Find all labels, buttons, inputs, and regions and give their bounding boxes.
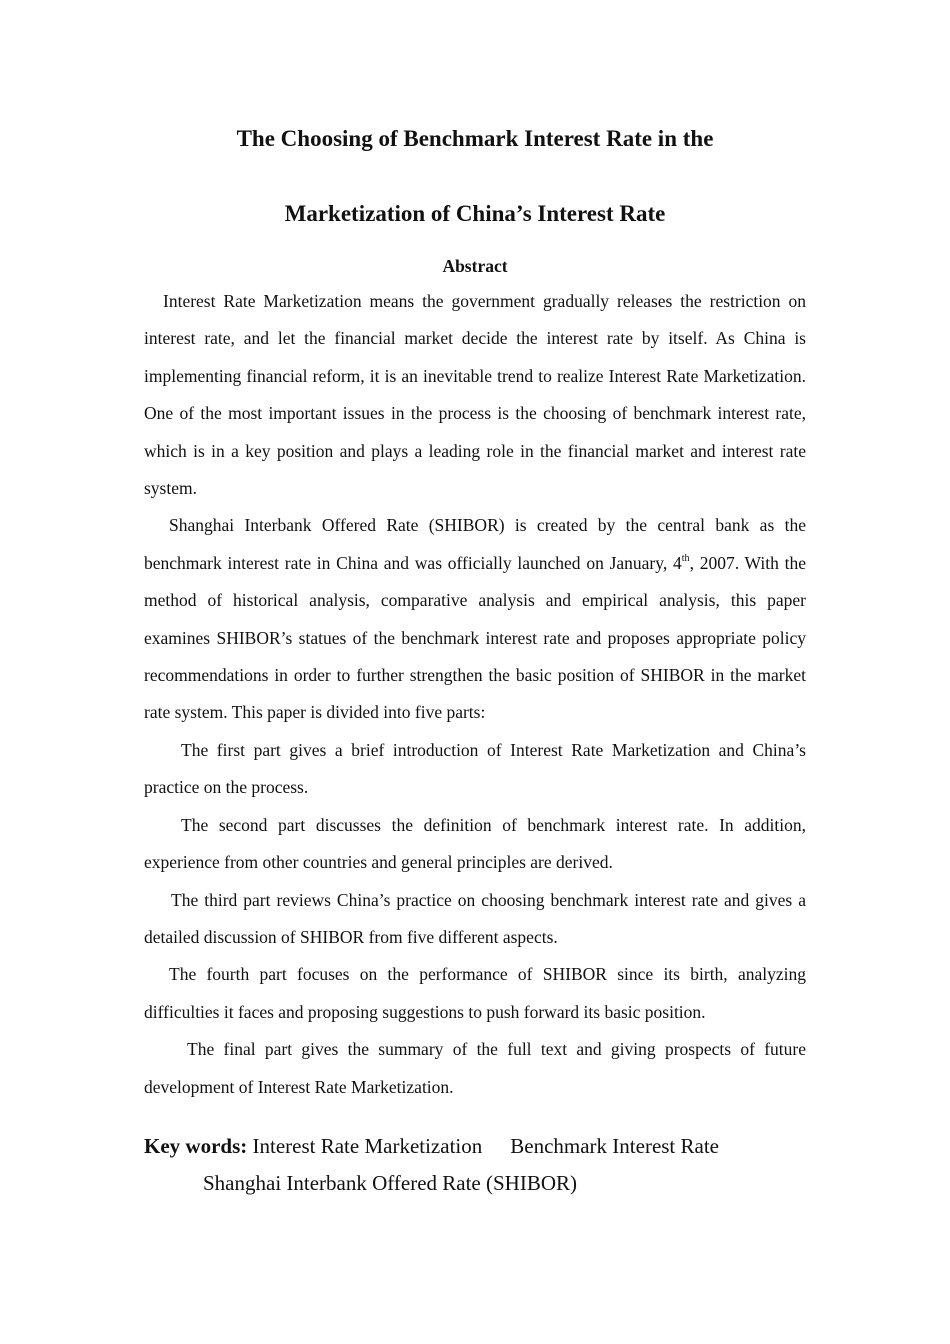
abstract-paragraph-2 [144, 507, 806, 731]
abstract-paragraph-6: The fourth part focuses on the performance of SHIBOR since its birth, analyzing difficulties it faces and proposing suggestions to push forward its basic position. [144, 964, 806, 1022]
abstract-paragraph-2-text-b: , 2007. With the method of historical analysis, comparative analysis and empirical analysis, this paper examines SHIBOR’s statues of the benchmark interest rate and proposes appropriate policy recommendations in order to further strengthen the basic position of SHIBOR in the market rate system. This paper is divided into five parts: [144, 552, 806, 723]
abstract-paragraph-5: The third part reviews China’s practice on choosing benchmark interest rate and gives a detailed discussion of SHIBOR from five different aspects. [144, 889, 806, 947]
abstract-paragraph-1: Interest Rate Marketization means the government gradually releases the restriction on interest rate, and let the financial market decide the interest rate by itself. As China is implementing financial reform, it is an inevitable trend to realize Interest Rate Marketization. One of the most important issues in the process is the choosing of benchmark interest rate, which is in a key position and plays a leading role in the financial market and interest rate system. [144, 291, 806, 499]
abstract-heading: Abstract [442, 256, 508, 276]
keywords-block [144, 1128, 824, 1202]
keywords-label: Key words: [144, 1134, 248, 1158]
paper-title-line-1: The Choosing of Benchmark Interest Rate in the [236, 126, 714, 151]
keyword-item-1: Interest Rate Marketization [252, 1134, 483, 1158]
abstract-paragraph-7: The final part gives the summary of the full text and giving prospects of future development of Interest Rate Marketization. [144, 1039, 806, 1097]
abstract-body [144, 283, 806, 1106]
abstract-paragraph-3: The first part gives a brief introduction of Interest Rate Marketization and China’s practice on the process. [144, 739, 806, 798]
abstract-paragraph-2-text-a: Shanghai Interbank Offered Rate (SHIBOR) is created by the central bank as the benchmark interest rate in China and was officially launched on January, 4 [144, 515, 806, 573]
paper-title-line-2: Marketization of China’s Interest Rate [284, 201, 666, 226]
ordinal-superscript: th [681, 553, 690, 565]
keyword-item-2: Benchmark Interest Rate [510, 1134, 719, 1158]
abstract-paragraph-4: The second part discusses the definition of benchmark interest rate. In addition, experience from other countries and general principles are derived. [144, 814, 806, 873]
keyword-item-3: Shanghai Interbank Offered Rate (SHIBOR) [203, 1171, 578, 1195]
